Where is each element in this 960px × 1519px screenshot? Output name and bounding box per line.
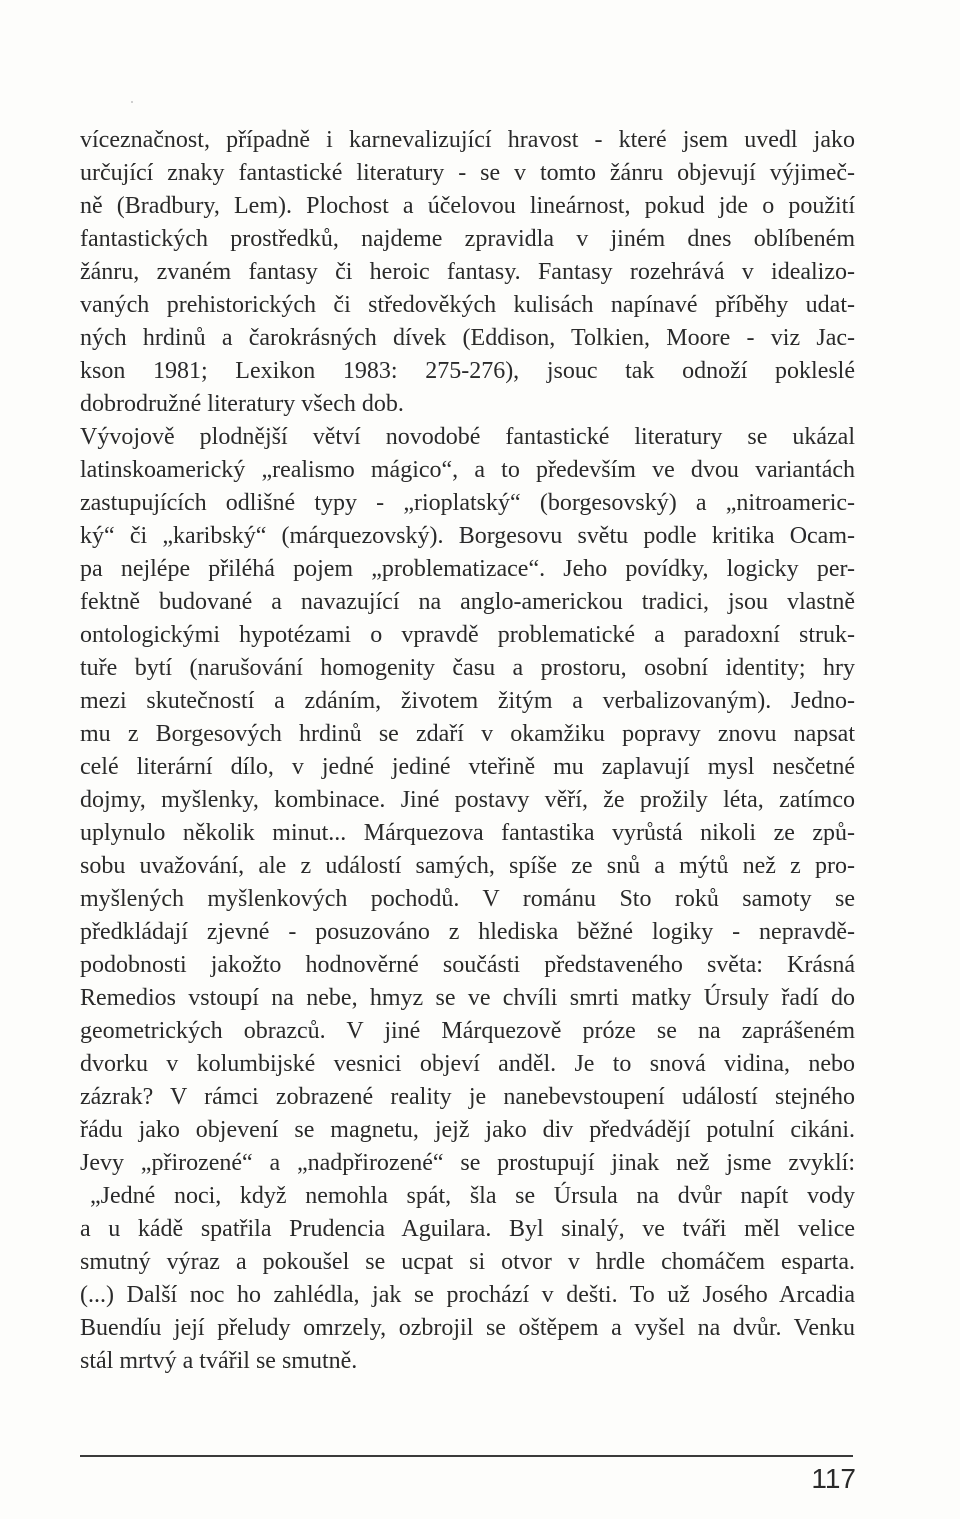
paragraph-last-line: dobrodružné literatury všech dob. [80, 391, 404, 417]
text-line: geometrických obrazců. V jiné Márquezově próze se na zaprášeném [80, 1018, 855, 1044]
body-text [80, 124, 855, 1378]
text-line: ontologickými hypotézami o vpravdě problematické a paradoxní struk- [80, 622, 855, 648]
text-line: sobu uvažování, ale z událostí samých, spíše ze snů a mýtů než z pro- [80, 853, 855, 879]
text-line: dojmy, myšlenky, kombinace. Jiné postavy věří, že prožily léta, zatímco [80, 787, 855, 813]
text-line: podobnosti jakožto hodnověrné součásti představeného světa: Krásná [80, 952, 855, 978]
quote-line: a u kádě spatřila Prudencia Aguilara. Byl sinalý, ve tváři měl velice [80, 1216, 855, 1242]
text-line: latinskoamerický „realismo mágico“, a to především ve dvou variantách [80, 457, 855, 483]
text-line: mezi skutečností a zdáním, životem žitým a verbalizovaným). Jedno- [80, 688, 855, 714]
text-line: předkládají zjevné - posuzováno z hlediska běžné logiky - nepravdě- [80, 919, 855, 945]
text-line: ných hrdinů a čarokrásných dívek (Eddison, Tolkien, Moore - viz Jac- [80, 325, 855, 351]
text-line: mu z Borgesových hrdinů se zdaří v okamžiku popravy znovu napsat [80, 721, 855, 747]
footer-rule [80, 1455, 853, 1457]
text-line: myšlených myšlenkových pochodů. V románu Sto roků samoty se [80, 886, 855, 912]
text-line: řádu jako objevení se magnetu, jejž jako div předvádějí potulní cikáni. [80, 1117, 855, 1143]
paper-speck [131, 101, 133, 103]
text-line: žánru, zvaném fantasy či heroic fantasy. Fantasy rozehrává v idealizo- [80, 259, 855, 285]
quote-line: „Jedné noci, když nemohla spát, šla se Úrsula na dvůr napít vody [90, 1183, 855, 1209]
quote-last-line: stál mrtvý a tvářil se smutně. [80, 1348, 358, 1374]
quote-line: smutný výraz a pokoušel se ucpat si otvor v hrdle chomáčem esparta. [80, 1249, 855, 1275]
quote-line: (...) Další noc ho zahlédla, jak se prochází v dešti. To už Josého Arcadia [80, 1282, 855, 1308]
text-line: celé literární dílo, v jedné jediné vteřině mu zaplavují mysl nesčetné [80, 754, 855, 780]
text-line: ký“ či „karibský“ (márquezovský). Borgesovu světu podle kritika Ocam- [80, 523, 855, 549]
text-line: ně (Bradbury, Lem). Plochost a účelovou lineárnost, pokud jde o použití [80, 193, 855, 219]
text-line: pa nejlépe přiléhá pojem „problematizace“. Jeho povídky, logicky per- [80, 556, 855, 582]
text-line: kson 1981; Lexikon 1983: 275-276), jsouc tak odnoží pokleslé [80, 358, 855, 384]
text-line: fektně budované a navazující na anglo-americkou tradici, jsou vlastně [80, 589, 855, 615]
text-line: vaných prehistorických či středověkých kulisách napínavé příběhy udat- [80, 292, 855, 318]
text-line: tuře bytí (narušování homogenity času a prostoru, osobní identity; hry [80, 655, 855, 681]
text-line: víceznačnost, případně i karnevalizující hravost - které jsem uvedl jako [80, 127, 855, 153]
text-line: fantastických prostředků, najdeme zpravidla v jiném dnes oblíbeném [80, 226, 855, 252]
text-line: Vývojově plodnější větví novodobé fantastické literatury se ukázal [80, 424, 855, 450]
text-line: určující znaky fantastické literatury - se v tomto žánru objevují výjimeč- [80, 160, 855, 186]
quote-line: Buendíu její přeludy omrzely, ozbrojil se oštěpem a vyšel na dvůr. Venku [80, 1315, 855, 1341]
text-line: Jevy „přirozené“ a „nadpřirozené“ se prostupují jinak než jsme zvyklí: [80, 1150, 855, 1176]
text-line: Remedios vstoupí na nebe, hmyz se ve chvíli smrti matky Úrsuly řadí do [80, 985, 855, 1011]
text-line: zastupujících odlišné typy - „rioplatský“ (borgesovský) a „nitroameric- [80, 490, 855, 516]
text-line: zázrak? V rámci zobrazené reality je nanebevstoupení událostí stejného [80, 1084, 855, 1110]
text-line: uplynulo několik minut... Márquezova fantastika vyrůstá nikoli ze způ- [80, 820, 855, 846]
page-number: 117 [811, 1463, 856, 1494]
text-line: dvorku v kolumbijské vesnici objeví anděl. Je to snová vidina, nebo [80, 1051, 855, 1077]
